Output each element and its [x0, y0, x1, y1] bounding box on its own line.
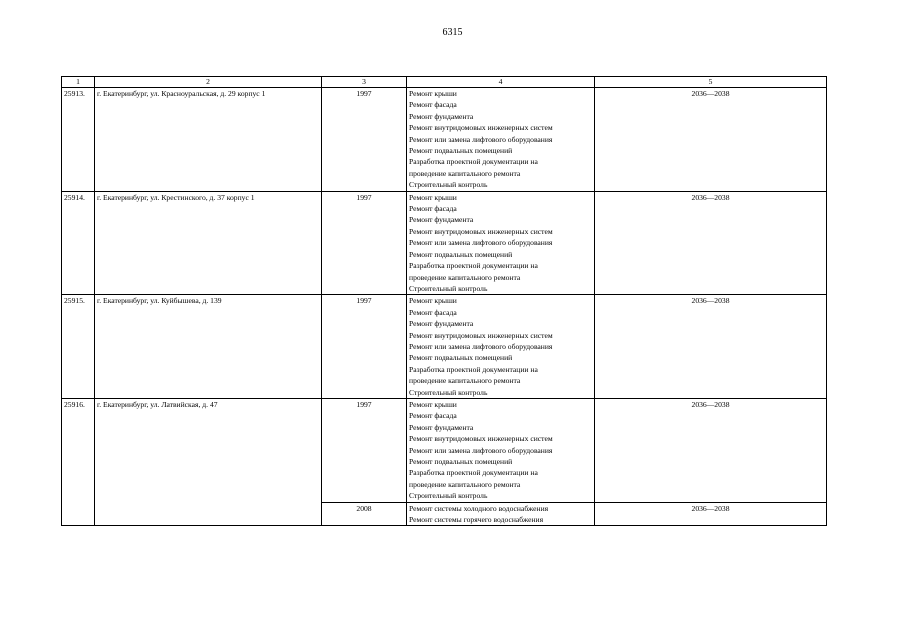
- work-item: Строительный контроль: [409, 283, 488, 293]
- column-header: 2: [95, 77, 322, 88]
- work-item: Ремонт подвальных помещений: [409, 353, 513, 363]
- work-item: Ремонт или замена лифтового оборудования: [409, 134, 553, 144]
- year-cell: 1997: [322, 191, 407, 295]
- work-item: Ремонт фундамента: [409, 319, 474, 329]
- table-row: [62, 88, 827, 192]
- table-row: [62, 398, 827, 502]
- works-cell: [407, 88, 595, 192]
- work-item: Строительный контроль: [409, 491, 488, 501]
- column-header: 1: [62, 77, 95, 88]
- table-row: [62, 191, 827, 295]
- work-item: Ремонт крыши: [409, 89, 457, 98]
- address-cell: г. Екатеринбург, ул. Латвийская, д. 47: [95, 398, 322, 525]
- work-item: Ремонт подвальных помещений: [409, 249, 513, 259]
- work-item: проведение капитального ремонта: [409, 168, 521, 178]
- works-cell: [407, 502, 595, 526]
- period-cell: 2036—2038: [595, 398, 827, 502]
- work-item: Строительный контроль: [409, 180, 488, 190]
- table-row: [62, 295, 827, 399]
- year-cell: 1997: [322, 295, 407, 399]
- work-item: Строительный контроль: [409, 387, 488, 397]
- year-cell: 2008: [322, 502, 407, 526]
- address-cell: г. Екатеринбург, ул. Куйбышева, д. 139: [95, 295, 322, 399]
- work-item: Ремонт внутридомовых инженерных систем: [409, 330, 553, 340]
- column-header: 5: [595, 77, 827, 88]
- work-item: Ремонт фундамента: [409, 422, 474, 432]
- table-body: [62, 88, 827, 526]
- work-item: Ремонт внутридомовых инженерных систем: [409, 226, 553, 236]
- works-cell: [407, 295, 595, 399]
- column-header: 4: [407, 77, 595, 88]
- row-number: 25916.: [62, 398, 95, 525]
- column-header: 3: [322, 77, 407, 88]
- row-number: 25914.: [62, 191, 95, 295]
- work-item: Ремонт системы холодного водоснабжения: [409, 503, 549, 513]
- works-cell: [407, 191, 595, 295]
- work-item: Разработка проектной документации на: [409, 157, 538, 167]
- work-item: Ремонт фасада: [409, 204, 457, 214]
- work-item: Ремонт внутридомовых инженерных систем: [409, 123, 553, 133]
- work-item: Ремонт фундамента: [409, 215, 474, 225]
- work-item: Разработка проектной документации на: [409, 468, 538, 478]
- work-item: Ремонт системы горячего водоснабжения: [409, 515, 544, 525]
- work-item: Ремонт фасада: [409, 100, 457, 110]
- work-item: Ремонт или замена лифтового оборудования: [409, 445, 553, 455]
- work-item: Разработка проектной документации на: [409, 261, 538, 271]
- work-item: Ремонт фундамента: [409, 111, 474, 121]
- work-item: проведение капитального ремонта: [409, 376, 521, 386]
- period-cell: 2036—2038: [595, 191, 827, 295]
- work-item: Ремонт или замена лифтового оборудования: [409, 341, 553, 351]
- row-number: 25913.: [62, 88, 95, 192]
- page-number: 6315: [442, 27, 463, 38]
- work-item: Ремонт крыши: [409, 296, 457, 306]
- work-item: проведение капитального ремонта: [409, 272, 521, 282]
- year-cell: 1997: [322, 398, 407, 502]
- work-item: Ремонт подвальных помещений: [409, 146, 513, 156]
- work-item: проведение капитального ремонта: [409, 479, 521, 489]
- works-cell: [407, 398, 595, 502]
- work-item: Ремонт фасада: [409, 411, 457, 421]
- address-cell: г. Екатеринбург, ул. Красноуральская, д. 29 корпус 1: [95, 88, 322, 192]
- work-item: Ремонт крыши: [409, 192, 457, 202]
- row-number: 25915.: [62, 295, 95, 399]
- period-cell: 2036—2038: [595, 295, 827, 399]
- work-item: Ремонт или замена лифтового оборудования: [409, 238, 553, 248]
- period-cell: 2036—2038: [595, 502, 827, 526]
- work-item: Ремонт подвальных помещений: [409, 457, 513, 466]
- repair-schedule-table: [61, 76, 827, 526]
- year-cell: 1997: [322, 88, 407, 192]
- work-item: Ремонт внутридомовых инженерных систем: [409, 434, 553, 444]
- period-cell: 2036—2038: [595, 88, 827, 192]
- table-header-row: [62, 77, 827, 88]
- work-item: Ремонт фасада: [409, 307, 457, 317]
- work-item: Разработка проектной документации на: [409, 364, 538, 374]
- address-cell: г. Екатеринбург, ул. Крестинского, д. 37 корпус 1: [95, 191, 322, 295]
- work-item: Ремонт крыши: [409, 399, 457, 409]
